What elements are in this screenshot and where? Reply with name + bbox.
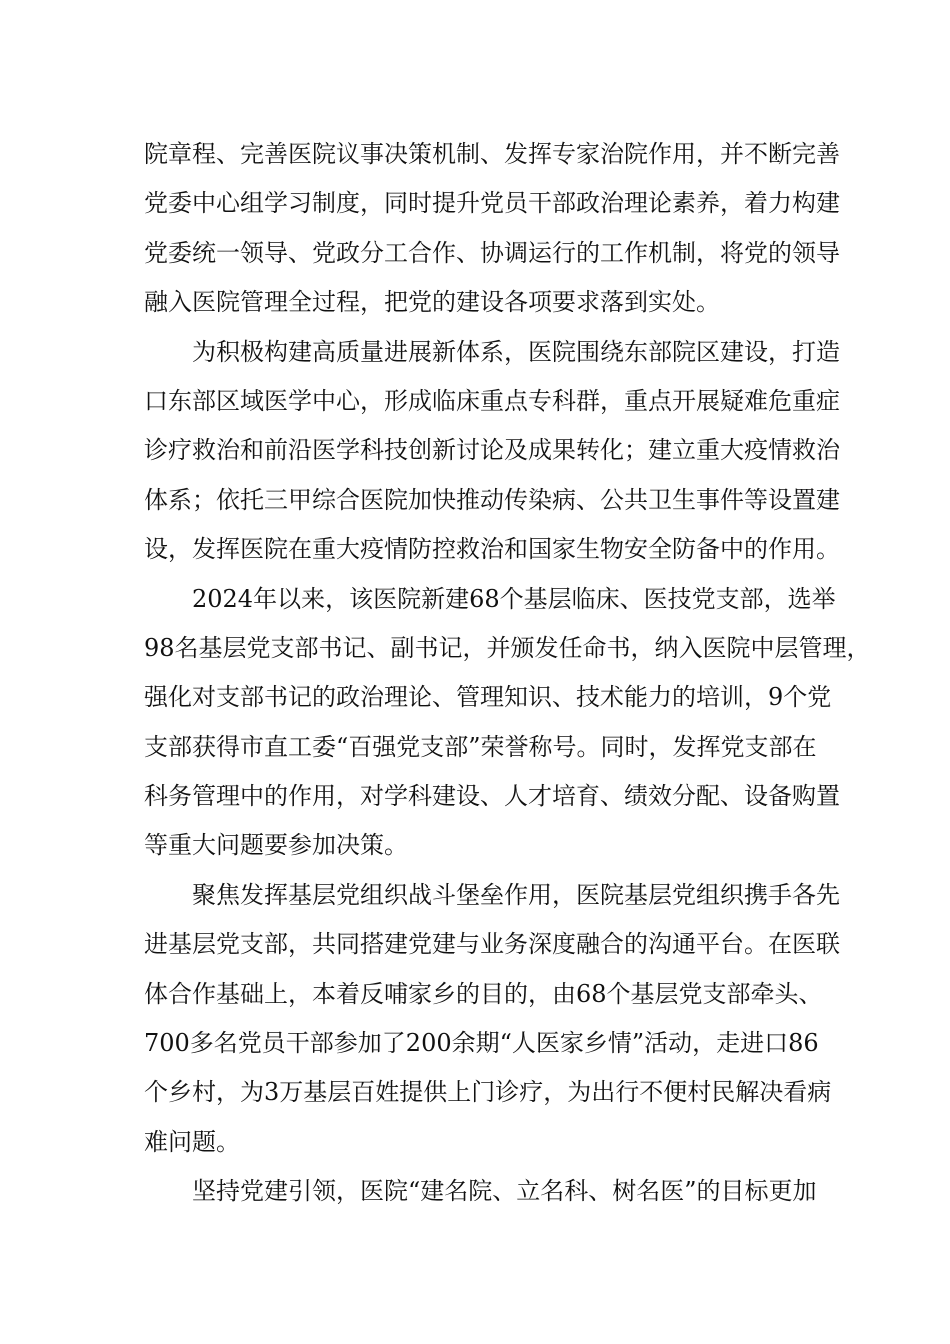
text-line: 强化对支部书记的政治理论、管理知识、技术能力的培训，9个党 — [144, 683, 832, 712]
text-line: 聚焦发挥基层党组织战斗堡垒作用，医院基层党组织携手各先 — [192, 880, 840, 909]
text-line: 进基层党支部，共同搭建党建与业务深度融合的沟通平台。在医联 — [144, 930, 840, 959]
text-line: 口东部区域医学中心，形成临床重点专科群，重点开展疑难危重症 — [144, 386, 840, 415]
text-line: 体合作基础上，本着反哺家乡的目的，由68个基层党支部牵头、 — [144, 979, 823, 1008]
text-line: 为积极构建高质量进展新体系，医院围绕东部院区建设，打造 — [192, 337, 840, 366]
text-line: 难问题。 — [144, 1127, 240, 1156]
paragraph-2 — [144, 328, 840, 575]
text-line: 支部获得市直工委“百强党支部”荣誉称号。同时，发挥党支部在 — [144, 732, 817, 761]
paragraph-5 — [144, 1167, 817, 1216]
text-line: 2024年以来，该医院新建68个基层临床、医技党支部，选举 — [192, 584, 836, 613]
text-line: 个乡村，为3万基层百姓提供上门诊疗，为出行不便村民解决看病 — [144, 1078, 832, 1107]
paragraph-3 — [144, 575, 871, 871]
paragraph-1 — [144, 130, 840, 328]
text-line: 98名基层党支部书记、副书记，并颁发任命书，纳入医院中层管理， — [144, 633, 871, 662]
text-line: 体系；依托三甲综合医院加快推动传染病、公共卫生事件等设置建 — [144, 485, 840, 514]
text-line: 党委中心组学习制度，同时提升党员干部政治理论素养，着力构建 — [144, 189, 840, 218]
text-line: 科务管理中的作用，对学科建设、人才培育、绩效分配、设备购置 — [144, 782, 840, 811]
text-line: 700多名党员干部参加了200余期“人医家乡情”活动，走进口86 — [144, 1029, 819, 1058]
text-line: 坚持党建引领，医院“建名院、立名科、树名医”的目标更加 — [192, 1177, 817, 1206]
text-line: 党委统一领导、党政分工合作、协调运行的工作机制，将党的领导 — [144, 238, 840, 267]
text-line: 设，发挥医院在重大疫情防控救治和国家生物安全防备中的作用。 — [144, 535, 840, 564]
text-line: 院章程、完善医院议事决策机制、发挥专家治院作用，并不断完善 — [144, 140, 840, 168]
text-line: 诊疗救治和前沿医学科技创新讨论及成果转化；建立重大疫情救治 — [144, 436, 840, 465]
text-line: 等重大问题要参加决策。 — [144, 831, 408, 860]
text-line: 融入医院管理全过程，把党的建设各项要求落到实处。 — [144, 288, 720, 317]
document-body — [144, 130, 871, 1217]
paragraph-4 — [144, 871, 840, 1167]
